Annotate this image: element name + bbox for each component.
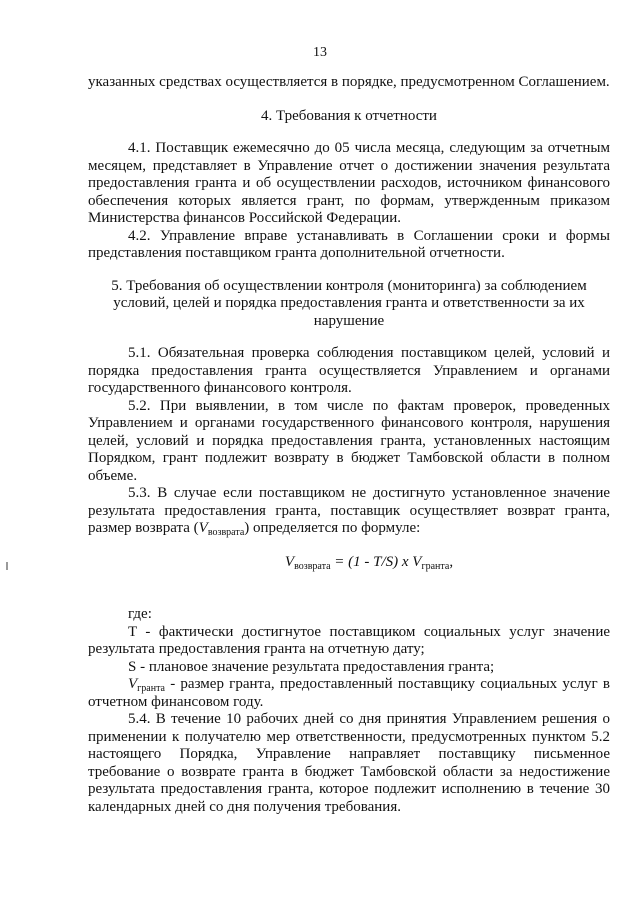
definition-t: T - фактически достигнутое поставщиком социальных услуг значение результата предоставления гранта на отчетную дату; [88,623,610,657]
refund-variable: V [198,520,208,536]
paragraph-5-2: 5.2. При выявлении, в том числе по фактам проверок, проведенных Управлением и органами государственного финансового контроля, нарушения целей, условий и порядка предоставления гранта, установленных настоящим Порядком, грант подлежит возврату в бюджет Тамбовской области в полном объеме. [88,397,610,484]
formula-expression: (1 - T/S) x V [348,553,422,570]
intro-paragraph: указанных средствах осуществляется в порядке, предусмотренном Соглашением. [88,74,610,90]
section-5-heading-line-2: условий, целей и порядка предоставления гранта и ответственности за их [113,295,585,311]
definition-v-text: - размер гранта, предоставленный поставщику социальных услуг в отчетном финансовом году. [88,676,610,710]
definition-v-subscript: гранта [137,683,165,694]
formula-rhs-subscript: гранта [421,560,450,572]
formula-lhs-subscript: возврата [294,560,331,572]
document-body [88,74,610,816]
definition-v [88,676,610,711]
margin-mark [6,562,8,570]
paragraph-4-2: 4.2. Управление вправе устанавливать в Соглашении сроки и формы представления поставщиком гранта дополнительной отчетности. [88,227,610,261]
section-5-heading-line-3: нарушение [313,312,385,329]
refund-variable-subscript: возврата [207,527,245,538]
refund-formula [88,554,610,572]
where-label: где: [128,606,152,622]
paragraph-5-3-end: ) определяется по формуле: [244,520,421,536]
page-number: 13 [313,45,327,60]
definition-s: S - плановое значение результата предоставления гранта; [128,658,495,675]
section-5-heading [88,278,610,331]
formula-equals: = [330,553,349,570]
definition-v-variable: V [128,676,138,692]
paragraph-5-3-start: 5.3. В случае если поставщиком не достигнуто установленное значение результата предоставления гранта, поставщик осуществляет возврат гранта, размер возврата ( [88,485,610,536]
section-5-heading-line-1: 5. Требования об осуществлении контроля (мониторинга) за соблюдением [111,277,587,294]
paragraph-5-3 [88,485,610,538]
paragraph-4-1: 4.1. Поставщик ежемесячно до 05 числа месяца, следующим за отчетным месяцем, представляет в Управление отчет о достижении значения результата предоставления гранта и об осуществлении расходов, источником финансового обеспечения которых является грант, по формам, утвержденным приказом Министерства финансов Российской Федерации. [88,140,610,226]
section-4-heading: 4. Требования к отчетности [261,107,437,124]
formula-trailing-comma: , [449,553,454,570]
paragraph-5-4: 5.4. В течение 10 рабочих дней со дня принятия Управлением решения о применении к получателю мер ответственности, предусмотренных пунктом 5.2 настоящего Порядка, Управление направляет поставщику письменное требование о возврате гранта в бюджет Тамбовской области за недостижение результата предоставления гранта, которое подлежит исполнению в течение 30 календарных дней со дня получения требования. [88,711,610,815]
formula-lhs-variable: V [284,553,295,570]
paragraph-5-1: 5.1. Обязательная проверка соблюдения поставщиком целей, условий и порядка предоставления гранта осуществляется Управлением и органами государственного финансового контроля. [88,345,610,396]
